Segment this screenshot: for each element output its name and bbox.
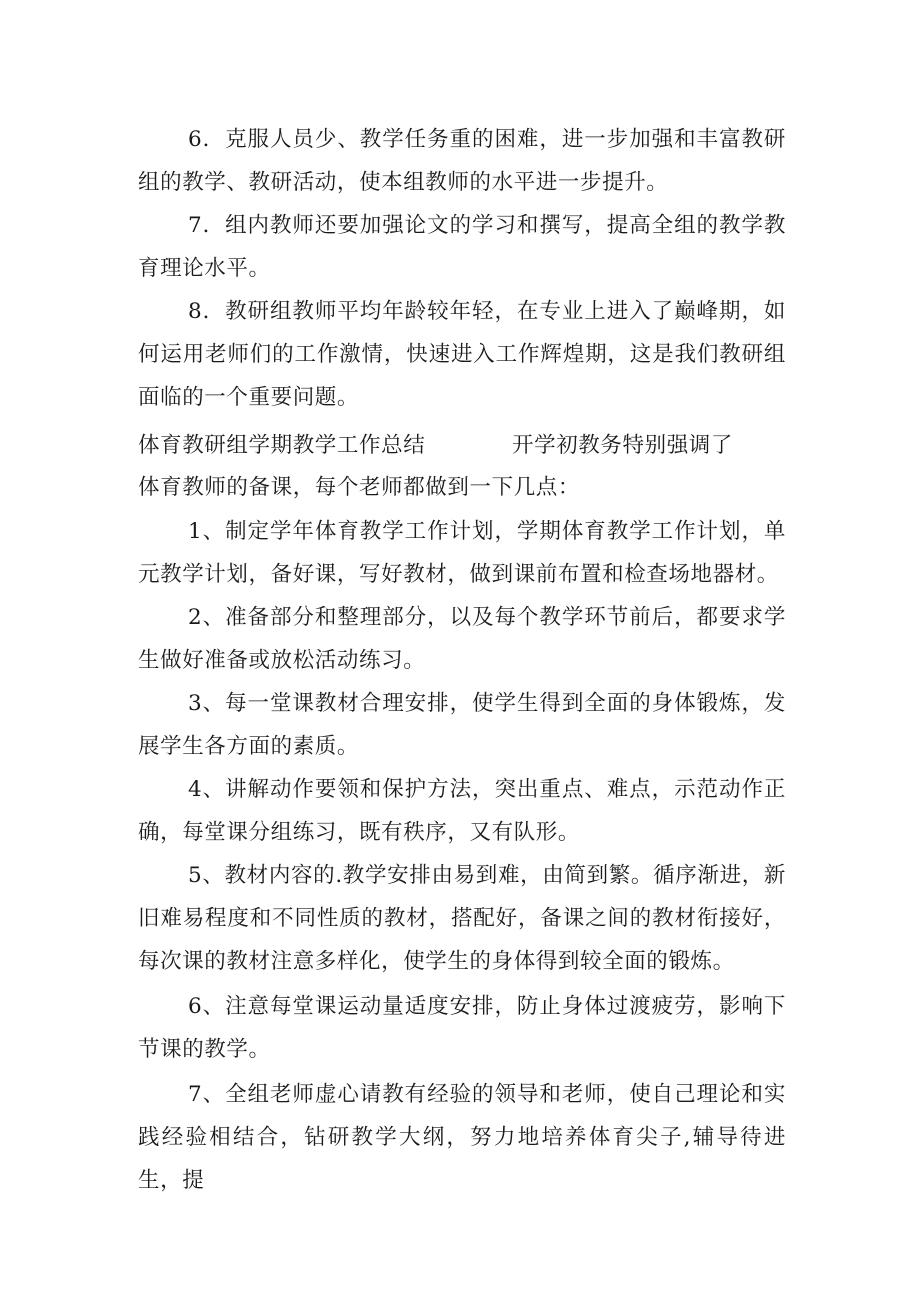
list-item: 7、全组老师虚心请教有经验的领导和老师，使自己理论和实践经验相结合，钻研教学大纲，努力地培养体育尖子,辅导待进生，提 [138,1082,786,1193]
list-item: 1、制定学年体育教学工作计划，学期体育教学工作计划，单元教学计划，备好课，写好教材，做到课前布置和检查场地器材。 [138,519,786,587]
section-title-continuation: 开学初教务特别强调了 [512,433,734,458]
list-item: 2、准备部分和整理部分，以及每个教学环节前后，都要求学生做好准备或放松活动练习。 [138,605,786,673]
list-item: 3、每一堂课教材合理安排，使学生得到全面的身体锻炼，发展学生各方面的素质。 [138,691,786,759]
list-item: 6、注意每堂课运动量适度安排，防止身体过渡疲劳，影响下节课的教学。 [138,994,786,1062]
paragraph-8: 8．教研组教师平均年龄较年轻，在专业上进入了巅峰期，如何运用老师们的工作激情，快速进入工作辉煌期，这是我们教研组面临的一个重要问题。 [138,299,786,410]
paragraph-7: 7．组内教师还要加强论文的学习和撰写，提高全组的教学教育理论水平。 [138,213,786,281]
list-item: 4、讲解动作要领和保护方法，突出重点、难点，示范动作正确，每堂课分组练习，既有秩序，又有队形。 [138,777,786,845]
intro-line: 体育教师的备课，每个老师都做到一下几点： [138,475,581,500]
paragraph-6: 6．克服人员少、教学任务重的困难，进一步加强和丰富教研组的教学、教研活动，使本组教师的水平进一步提升。 [138,127,786,195]
section-title: 体育教研组学期教学工作总结 [138,433,426,458]
list-item: 5、教材内容的.教学安排由易到难，由简到繁。循序渐进，新旧难易程度和不同性质的教材，搭配好，备课之间的教材衔接好，每次课的教材注意多样化，使学生的身体得到较全面的锻炼。 [138,863,786,974]
